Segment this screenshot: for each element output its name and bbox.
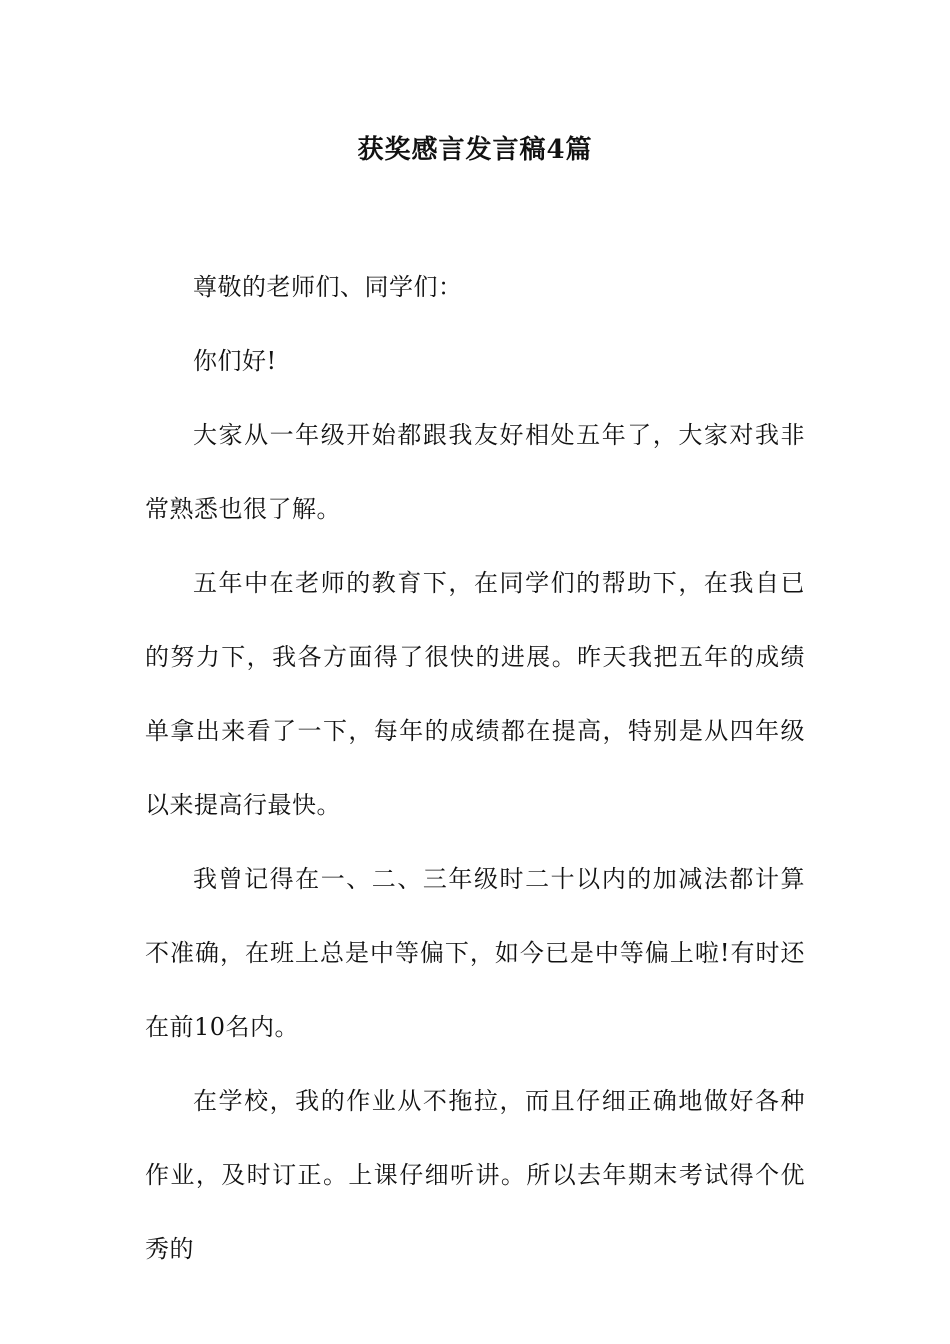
document-title: 获奖感言发言稿4篇 [357,135,593,165]
paragraph: 我曾记得在一、二、三年级时二十以内的加减法都计算不准确，在班上总是中等偏下，如今已是中等偏上啦!有时还在前10名内。 [145,865,805,1041]
document-body [145,250,805,1286]
greeting: 你们好! [193,347,277,375]
salutation: 尊敬的老师们、同学们： [193,273,463,301]
paragraph: 大家从一年级开始都跟我友好相处五年了，大家对我非常熟悉也很了解。 [145,421,805,523]
paragraph: 五年中在老师的教育下，在同学们的帮助下，在我自已的努力下，我各方面得了很快的进展。昨天我把五年的成绩单拿出来看了一下，每年的成绩都在提高，特别是从四年级以来提高行最快。 [145,569,805,819]
paragraph: 在学校，我的作业从不拖拉，而且仔细正确地做好各种作业，及时订正。上课仔细听讲。所以去年期末考试得个优秀的 [145,1087,805,1263]
